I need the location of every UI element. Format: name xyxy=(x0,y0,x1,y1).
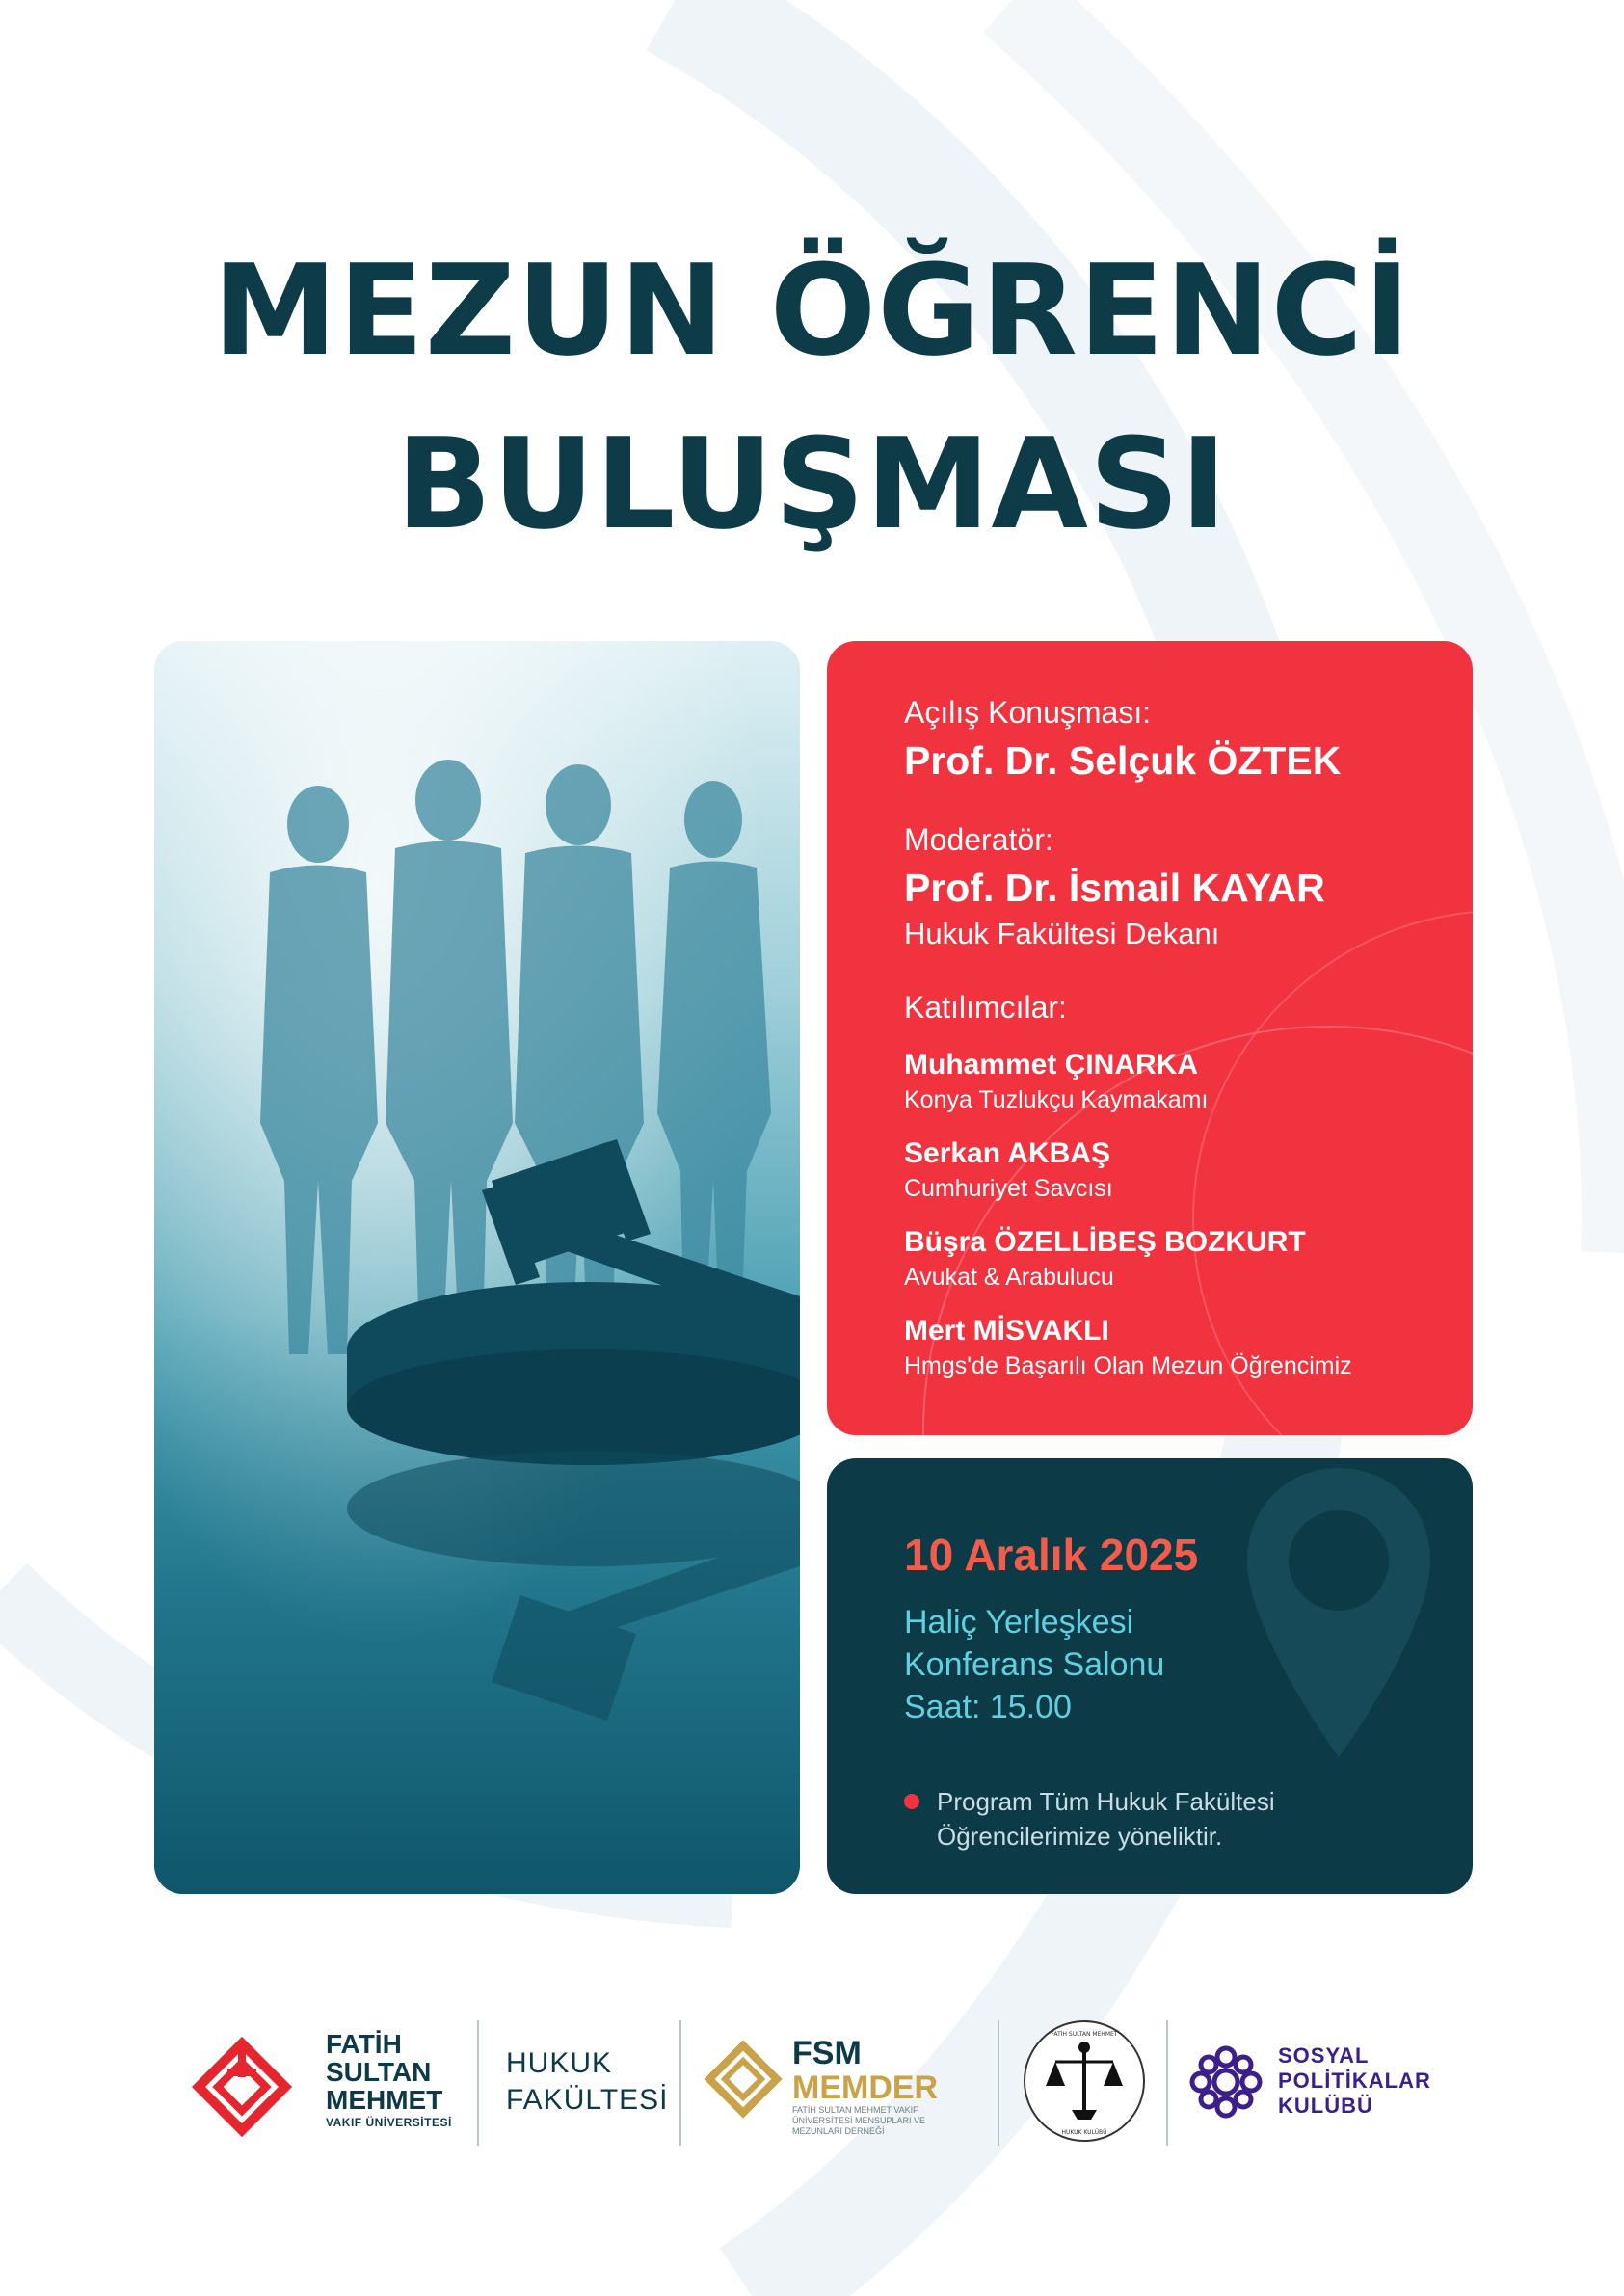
fsm-logo-subtitle: VAKIF ÜNİVERSİTESİ xyxy=(326,2116,452,2129)
moderator-label: Moderatör: xyxy=(904,822,1053,857)
participant-name: Mert MİSVAKLI xyxy=(904,1315,1109,1347)
silhouettes-gavel-image xyxy=(154,641,800,1894)
memder-logo-line: MEMDER xyxy=(792,2069,939,2106)
fsm-logo-line: MEHMET xyxy=(326,2085,443,2115)
club-logo-top-text: FATİH SULTAN MEHMET xyxy=(1051,2031,1118,2038)
club-logo-bottom-text: HUKUK KULÜBÜ xyxy=(1061,2129,1107,2136)
event-date: 10 Aralık 2025 xyxy=(904,1530,1199,1580)
audience-note xyxy=(904,1784,1473,1854)
opening-speaker: Prof. Dr. Selçuk ÖZTEK xyxy=(904,738,1342,783)
social-club-emblem-icon xyxy=(1185,2042,1266,2122)
social-policy-club-logo xyxy=(1185,2015,1455,2149)
event-time: Saat: 15.00 xyxy=(904,1689,1072,1725)
memder-emblem-icon xyxy=(704,2040,783,2119)
venue-line: Haliç Yerleşkesi xyxy=(904,1604,1134,1641)
fsm-logo-line: FATİH xyxy=(326,2029,402,2059)
fsm-emblem-icon xyxy=(189,2034,314,2140)
fsm-logo-line: SULTAN xyxy=(326,2057,432,2087)
faculty-logo-line: HUKUK xyxy=(506,2047,613,2079)
venue-line: Konferans Salonu xyxy=(904,1646,1165,1683)
bullet-icon xyxy=(904,1794,919,1809)
participant-role: Konya Tuzlukçu Kaymakamı xyxy=(904,1086,1209,1113)
fsm-memder-logo xyxy=(704,2015,993,2149)
title-line-1: MEZUN ÖĞRENCİ xyxy=(212,237,1412,384)
logo-divider xyxy=(679,2020,681,2146)
law-faculty-logo xyxy=(506,2015,679,2149)
event-venue xyxy=(904,1601,1473,1728)
photo-panel xyxy=(154,641,800,1894)
page-title xyxy=(0,224,1624,571)
participant-name: Muhammet ÇINARKA xyxy=(904,1049,1199,1081)
memder-logo-line: FSM xyxy=(792,2035,862,2071)
social-club-logo-line: KULÜBÜ xyxy=(1278,2094,1373,2118)
participants-label: Katılımcılar: xyxy=(904,990,1067,1025)
logo-divider xyxy=(1166,2020,1168,2146)
fsm-university-logo xyxy=(183,2015,482,2149)
law-club-logo xyxy=(1022,2015,1147,2149)
moderator-role: Hukuk Fakültesi Dekanı xyxy=(904,917,1220,950)
participant-name: Serkan AKBAŞ xyxy=(904,1137,1110,1169)
logo-divider xyxy=(998,2020,999,2146)
event-details-panel xyxy=(827,1458,1473,1894)
participant-role: Cumhuriyet Savcısı xyxy=(904,1175,1113,1202)
logo-divider xyxy=(477,2020,479,2146)
title-line-2: BULUŞMASI xyxy=(395,411,1228,557)
participant-role: Avukat & Arabulucu xyxy=(904,1264,1114,1291)
memder-logo-subtitle: FATİH SULTAN MEHMET VAKIF ÜNİVERSİTESİ MENSUPLARI VE MEZUNLARI DERNEĞİ xyxy=(792,2105,926,2136)
moderator-name: Prof. Dr. İsmail KAYAR xyxy=(904,866,1325,910)
participant-name: Büşra ÖZELLİBEŞ BOZKURT xyxy=(904,1226,1306,1258)
faculty-logo-line: FAKÜLTESİ xyxy=(506,2084,669,2116)
logos-row xyxy=(183,2015,1455,2149)
program-panel xyxy=(827,641,1473,1435)
social-club-logo-line: SOSYAL xyxy=(1278,2043,1370,2068)
law-club-emblem-icon xyxy=(1022,2018,1147,2144)
note-line: Öğrencilerimize yöneliktir. xyxy=(937,1822,1223,1851)
social-club-logo-line: POLİTİKALAR xyxy=(1278,2069,1431,2093)
note-line: Program Tüm Hukuk Fakültesi xyxy=(937,1787,1275,1816)
participant-role: Hmgs'de Başarılı Olan Mezun Öğrencimiz xyxy=(904,1352,1352,1379)
opening-label: Açılış Konuşması: xyxy=(904,695,1152,730)
